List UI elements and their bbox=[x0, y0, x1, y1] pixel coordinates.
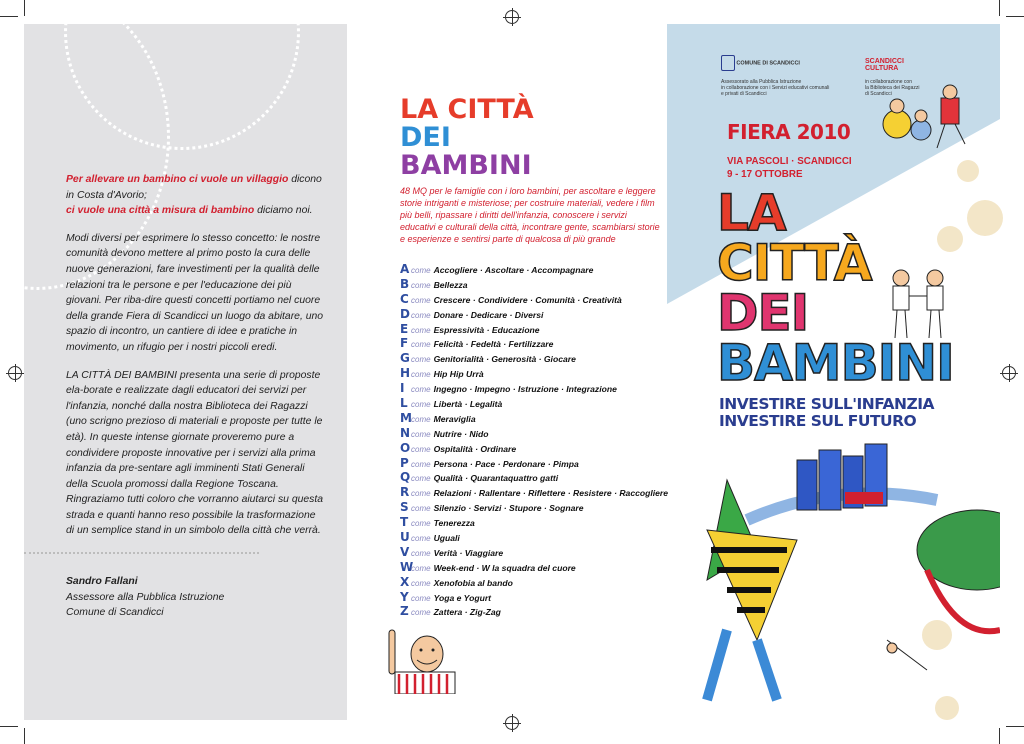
signer-name: Sandro Fallani bbox=[66, 576, 138, 587]
alphabet-letter: V bbox=[400, 544, 410, 559]
logo-right-sub2: la Biblioteca dei Ragazzi bbox=[865, 85, 920, 92]
paragraph-3: LA CITTÀ DEI BAMBINI presenta una serie di proposte ela-borate e realizzate dagli educatori dei servizi per l'infanzia, nonché dalla nostra Biblioteca dei Ragazzi (uno scrigno prezioso di materiali e proposte per tutte le età). In queste intense giornate proveremo pure a condividere proposte innovative per i servizi alla prima infanzia da pre-sentare agli imminenti Stati Generali della Scuola promossi dalla Regione Toscana. Ringraziamo tutti coloro che vorranno aiutarci su questa strada e quanti hanno reso possibile la trasformazione di un semplice stand in un simbolo della città che verrà. bbox=[66, 369, 324, 537]
alphabet-letter: N bbox=[400, 425, 411, 440]
logo-left-sub2: in collaborazione con i Servizi educativi comunali bbox=[721, 85, 830, 92]
alphabet-words: Qualità · Quarantaquattro gatti bbox=[433, 473, 559, 484]
crop-mark bbox=[1006, 726, 1024, 727]
signer-role: Assessore alla Pubblica Istruzione bbox=[66, 591, 225, 603]
come-label: come bbox=[411, 340, 431, 350]
left-panel bbox=[24, 24, 347, 720]
logo-right-sub1: in collaborazione con bbox=[865, 79, 912, 85]
alphabet-words: Meraviglia bbox=[433, 413, 476, 424]
decorative-circle bbox=[967, 200, 1003, 236]
right-panel bbox=[667, 0, 1000, 744]
alphabet-row bbox=[400, 485, 670, 500]
middle-panel bbox=[347, 0, 667, 744]
alphabet-letter: D bbox=[400, 306, 410, 321]
alphabet-row bbox=[400, 590, 670, 605]
alphabet-words: Felicità · Fedeltà · Fertilizzare bbox=[433, 339, 554, 350]
title-line-1: LA CITTÀ bbox=[400, 94, 534, 125]
crop-mark bbox=[0, 726, 18, 727]
alphabet-letter: O bbox=[400, 440, 411, 455]
alphabet-letter: H bbox=[400, 366, 411, 381]
children-illustration bbox=[857, 84, 997, 174]
alphabet-words: Xenofobia al bando bbox=[433, 577, 513, 588]
come-label: come bbox=[411, 310, 431, 320]
alphabet-words: Ospitalità · Ordinare bbox=[433, 443, 517, 454]
paragraph-2: Modi diversi per esprimere lo stesso concetto: le nostre comunità devono mettere al primo posto la cura delle nuove generazioni, fare investimenti per la qualità delle relazioni tra le persone e per l'educazione dei più giovani. Per riba-dire questi concetti portiamo nel cuore della grande Fiera di Scandicci un luogo da abitare, uno spazio di incontro, un cantiere di idee e pratiche in movimento, un rifugio per i nostri piccoli eredi. bbox=[66, 232, 324, 353]
alphabet-row bbox=[400, 456, 670, 471]
middle-title bbox=[400, 96, 534, 180]
come-label: come bbox=[411, 400, 431, 410]
alphabet-letter: Z bbox=[400, 604, 409, 619]
scandicci-crest-icon bbox=[721, 55, 735, 71]
alphabet-letter: R bbox=[400, 485, 410, 500]
come-label: come bbox=[411, 355, 431, 365]
alphabet-words: Zattera · Zig-Zag bbox=[433, 607, 501, 618]
registration-mark-icon bbox=[8, 366, 22, 380]
alphabet-words: Donare · Dedicare · Diversi bbox=[433, 309, 544, 320]
logo-left-sub3: e privati di Scandicci bbox=[721, 91, 767, 98]
intro-text bbox=[66, 172, 326, 551]
child-pointing-illustration bbox=[385, 622, 465, 694]
two-kids-illustration bbox=[879, 268, 959, 348]
main-title-line-1: LA bbox=[717, 184, 786, 242]
alphabet-letter: X bbox=[400, 574, 410, 589]
alphabet-row bbox=[400, 470, 670, 485]
city-creatures-illustration bbox=[687, 440, 1000, 720]
alphabet-row bbox=[400, 545, 670, 560]
alphabet-letter: M bbox=[400, 410, 412, 425]
alphabet-row bbox=[400, 307, 670, 322]
alphabet-words: Ingegno · Impegno · Istruzione · Integrazione bbox=[433, 384, 617, 395]
logo-left-title: COMUNE DI SCANDICCI bbox=[736, 60, 800, 67]
alphabet-row bbox=[400, 530, 670, 545]
come-label: come bbox=[411, 414, 431, 424]
logo-right-sub3: di Scandicci bbox=[865, 91, 892, 98]
alphabet-letter: Y bbox=[400, 589, 409, 604]
come-label: come bbox=[411, 444, 431, 454]
come-label: come bbox=[411, 429, 431, 439]
alphabet-row bbox=[400, 336, 670, 351]
logo-left-sub1: Assessorato alla Pubblica Istruzione bbox=[721, 79, 802, 85]
alphabet-letter: A bbox=[400, 262, 410, 276]
registration-mark-icon bbox=[1002, 366, 1016, 380]
alphabet-row bbox=[400, 396, 670, 411]
slogan bbox=[719, 396, 934, 430]
quote-text-b: diciamo noi. bbox=[254, 205, 313, 217]
come-label: come bbox=[411, 385, 431, 395]
come-label: come bbox=[411, 563, 431, 573]
alphabet-words: Hip Hip Urrà bbox=[433, 369, 484, 380]
alphabet-letter: C bbox=[400, 291, 409, 306]
alphabet-words: Silenzio · Servizi · Stupore · Sognare bbox=[433, 503, 584, 514]
quote-red-b: ci vuole una città a misura di bambino bbox=[66, 205, 255, 217]
title-line-2: DEI bbox=[400, 122, 451, 153]
come-label: come bbox=[411, 578, 431, 588]
alphabet-letter: P bbox=[400, 455, 409, 470]
alphabet-list bbox=[400, 262, 670, 619]
alphabet-row bbox=[400, 351, 670, 366]
alphabet-words: Uguali bbox=[433, 533, 460, 544]
signer-org: Comune di Scandicci bbox=[66, 607, 164, 619]
come-label: come bbox=[411, 519, 431, 529]
alphabet-row bbox=[400, 426, 670, 441]
venue: VIA PASCOLI · SCANDICCI bbox=[727, 156, 852, 167]
come-label: come bbox=[411, 295, 431, 305]
alphabet-row bbox=[400, 515, 670, 530]
title-line-3: BAMBINI bbox=[400, 150, 532, 181]
alphabet-row bbox=[400, 381, 670, 396]
come-label: come bbox=[411, 548, 431, 558]
come-label: come bbox=[411, 266, 431, 275]
slogan-line-1: INVESTIRE SULL'INFANZIA bbox=[719, 395, 935, 413]
alphabet-words: Yoga e Yogurt bbox=[433, 592, 492, 603]
main-title-line-4: BAMBINI bbox=[717, 334, 954, 392]
alphabet-letter: Q bbox=[400, 470, 411, 485]
alphabet-words: Nutrire · Nido bbox=[433, 428, 489, 439]
alphabet-words: Bellezza bbox=[433, 279, 468, 290]
alphabet-letter: I bbox=[400, 381, 405, 396]
signature bbox=[66, 574, 224, 621]
scandicci-cultura-logo: SCANDICCI CULTURA bbox=[865, 58, 904, 72]
quote-text-a: dicono in Costa d'Avorio; bbox=[66, 174, 322, 201]
dates: 9 - 17 OTTOBRE bbox=[727, 168, 803, 180]
alphabet-letter: B bbox=[400, 276, 410, 291]
alphabet-letter: E bbox=[400, 321, 409, 336]
alphabet-words: Espressività · Educazione bbox=[433, 324, 540, 335]
alphabet-row bbox=[400, 292, 670, 307]
venue-dates bbox=[727, 156, 852, 181]
come-label: come bbox=[411, 459, 431, 469]
alphabet-words: Accogliere · Ascoltare · Accompagnare bbox=[433, 265, 594, 275]
alphabet-words: Persona · Pace · Perdonare · Pimpa bbox=[433, 458, 579, 469]
alphabet-letter: U bbox=[400, 530, 410, 545]
alphabet-letter: T bbox=[400, 515, 409, 530]
alphabet-words: Week-end · W la squadra del cuore bbox=[433, 562, 576, 573]
alphabet-letter: F bbox=[400, 336, 409, 351]
dotted-divider bbox=[24, 552, 259, 554]
alphabet-words: Crescere · Condividere · Comunità · Creatività bbox=[433, 294, 622, 305]
come-label: come bbox=[411, 593, 431, 603]
alphabet-words: Libertà · Legalità bbox=[433, 399, 503, 410]
alphabet-row bbox=[400, 277, 670, 292]
quote-red-a: Per allevare un bambino ci vuole un villaggio bbox=[66, 174, 289, 185]
alphabet-letter: W bbox=[400, 559, 414, 574]
main-title-line-3: DEI bbox=[717, 284, 809, 342]
come-label: come bbox=[411, 280, 431, 290]
come-label: come bbox=[411, 489, 431, 499]
middle-intro: 48 MQ per le famiglie con i loro bambini, per ascoltare e leggere storie intriganti e misteriose; per costruire materiali, vedere i film più belli, ripassare i diritti dell'infanzia, conoscere i servizi educativi e culturali della città, incontrare gente, scambiarsi storie e esperienze e sentirsi parte di qualcosa di più grande bbox=[400, 186, 660, 244]
alphabet-row bbox=[400, 322, 670, 337]
alphabet-letter: S bbox=[400, 500, 409, 515]
crop-mark bbox=[24, 728, 25, 744]
main-title-line-2: CITTÀ bbox=[717, 234, 872, 292]
alphabet-row bbox=[400, 366, 670, 381]
slogan-line-2: INVESTIRE SUL FUTURO bbox=[719, 412, 917, 430]
come-label: come bbox=[411, 474, 431, 484]
alphabet-words: Tenerezza bbox=[433, 518, 475, 529]
alphabet-row bbox=[400, 441, 670, 456]
alphabet-row bbox=[400, 604, 670, 619]
come-label: come bbox=[411, 370, 431, 380]
alphabet-letter: G bbox=[400, 351, 410, 366]
alphabet-row bbox=[400, 575, 670, 590]
come-label: come bbox=[411, 534, 431, 544]
alphabet-letter: L bbox=[400, 396, 408, 411]
come-label: come bbox=[411, 608, 431, 618]
alphabet-words: Genitorialità · Generosità · Giocare bbox=[433, 354, 576, 365]
come-label: come bbox=[411, 504, 431, 514]
crop-mark bbox=[1006, 16, 1024, 17]
alphabet-row bbox=[400, 560, 670, 575]
come-label: come bbox=[411, 325, 431, 335]
alphabet-row bbox=[400, 262, 670, 277]
alphabet-row bbox=[400, 411, 670, 426]
alphabet-words: Relazioni · Rallentare · Riflettere · Resistere · Raccogliere bbox=[433, 488, 669, 499]
fiera-title: FIERA 2010 bbox=[727, 120, 851, 144]
alphabet-row bbox=[400, 500, 670, 515]
alphabet-words: Verità · Viaggiare bbox=[433, 547, 504, 558]
